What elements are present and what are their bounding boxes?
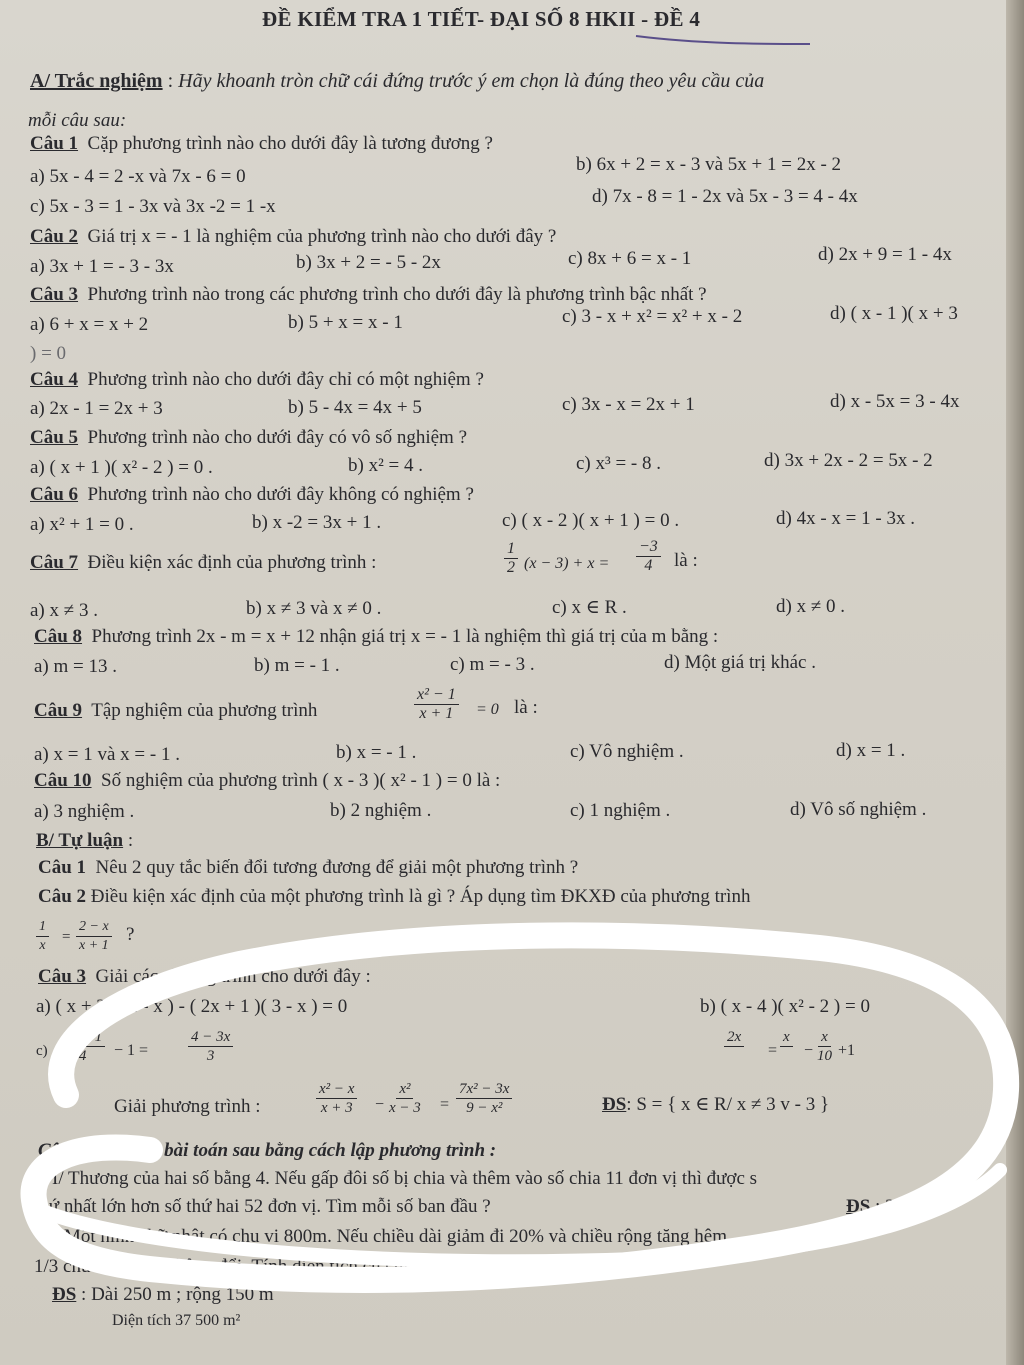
b5-problem-2: Một hình chữ nhật có chu vi 800m. Nếu chiều dài giảm đi 20% và chiều rộng tăng hêm: [64, 1226, 728, 1247]
q2-label: Câu 2: [30, 226, 79, 247]
q4-option-c: c) 3x - x = 2x + 1: [562, 394, 695, 415]
q6-option-c: c) ( x - 2 )( x + 1 ) = 0 .: [502, 510, 680, 531]
b4-answer-label: ĐS: [602, 1094, 627, 1115]
q8-option-c: c) m = - 3 .: [450, 654, 535, 675]
q7-label: Câu 7: [30, 552, 79, 573]
q9-option-a: a) x = 1 và x = - 1 .: [34, 744, 180, 765]
q8-label: Câu 8: [34, 626, 83, 647]
q7-option-a: a) x ≠ 3 .: [30, 600, 98, 621]
b3-part-d-tail: +1: [838, 1042, 856, 1059]
b2-text: Điều kiện xác định của một phương trình là gì ? Áp dụng tìm ĐKXĐ của phương trình: [90, 886, 751, 907]
q1-option-c: c) 5x - 3 = 1 - 3x và 3x -2 = 1 -x: [30, 196, 276, 217]
q3-option-d: d) ( x - 1 )( x + 3: [830, 303, 958, 324]
q9-option-d: d) x = 1 .: [836, 740, 906, 761]
title-underline-stroke: [636, 36, 810, 44]
q8-text: Phương trình 2x - m = x + 12 nhận giá trị x = - 1 là nghiệm thì giá trị của m bằng :: [91, 626, 719, 647]
page-title: ĐỀ KIỂM TRA 1 TIẾT- ĐẠI SỐ 8 HKII - ĐỀ 4: [262, 7, 701, 31]
q4-option-b: b) 5 - 4x = 4x + 5: [288, 397, 422, 418]
b3-part-b: b) ( x - 4 )( x² - 2 ) = 0: [700, 996, 870, 1017]
numerator: x² − 1: [414, 686, 459, 705]
b2-tail: ?: [126, 924, 135, 945]
denominator: x: [39, 938, 46, 953]
b1-text: Nêu 2 quy tắc biến đổi tương đương để giải một phương trình ?: [95, 857, 579, 878]
q5-option-a: a) ( x + 1 )( x² - 2 ) = 0 .: [30, 457, 213, 478]
q7-option-c: c) x ∈ R .: [552, 597, 627, 618]
b5-problem-1: I/ Thương của hai số bằng 4. Nếu gấp đôi số bị chia và thêm vào số chia 11 đơn vị thì được s: [52, 1168, 758, 1189]
part-a-instruction: Hãy khoanh tròn chữ cái đứng trước ý em chọn là đúng theo yêu cầu của: [178, 70, 765, 92]
q9-option-c: c) Vô nghiệm .: [570, 741, 684, 762]
b5-label: Câu 5: [38, 1140, 85, 1161]
q3-text: Phương trình nào trong các phương trình cho dưới đây là phương trình bậc nhất ?: [87, 284, 707, 305]
numerator: 3x + 1: [60, 1028, 105, 1047]
b4-answer: : S = { x ∈ R/ x ≠ 3 v - 3 }: [626, 1094, 830, 1115]
q4-option-a: a) 2x - 1 = 2x + 3: [30, 398, 163, 419]
q7-option-d: d) x ≠ 0 .: [776, 596, 846, 617]
q2-text: Giá trị x = - 1 là nghiệm của phương trình nào cho dưới đây ?: [87, 226, 557, 247]
q2-option-a: a) 3x + 1 = - 3 - 3x: [30, 256, 174, 277]
part-a-heading: A/ Trắc nghiệm: [30, 70, 163, 92]
b3-text: Giải các ph ơng trình cho dưới đây :: [95, 966, 371, 987]
b4-text: Giải phương trình :: [114, 1096, 261, 1117]
q2-option-c: c) 8x + 6 = x - 1: [568, 248, 692, 269]
numerator: 7x² − 3x: [456, 1080, 512, 1099]
q1-option-b: b) 6x + 2 = x - 3 và 5x + 1 = 2x - 2: [576, 154, 842, 175]
q6-option-d: d) 4x - x = 1 - 3x .: [776, 508, 915, 529]
b4-minus: −: [375, 1096, 385, 1113]
numerator: 1: [36, 918, 49, 937]
q10-label: Câu 10: [34, 770, 92, 791]
q10-option-a: a) 3 nghiệm .: [34, 801, 135, 822]
denominator: 2: [507, 559, 515, 576]
q6-text: Phương trình nào cho dưới đây không có nghiệm ?: [87, 484, 474, 505]
q3-option-b: b) 5 + x = x - 1: [288, 312, 403, 333]
q3-option-d-cont: ) = 0: [30, 343, 67, 364]
denominator: x + 1: [419, 705, 454, 722]
b3-part-d-equals: =: [768, 1042, 778, 1059]
numerator: x²: [396, 1080, 413, 1099]
q3-label: Câu 3: [30, 284, 79, 305]
b2-equals: =: [62, 929, 71, 945]
part-b-heading: B/ Tự luận: [36, 830, 124, 851]
q6-option-a: a) x² + 1 = 0 .: [30, 514, 134, 535]
q8-option-b: b) m = - 1 .: [254, 655, 340, 676]
q9-text: Tập nghiệm của phương trình: [91, 700, 318, 721]
q5-option-b: b) x² = 4 .: [348, 455, 423, 476]
q3-option-a: a) 6 + x = x + 2: [30, 314, 149, 335]
b5-answer-2-area: Diện tích 37 500 m²: [112, 1312, 241, 1329]
q2-option-b: b) 3x + 2 = - 5 - 2x: [296, 252, 441, 273]
b3-part-c-middle: − 1 =: [114, 1042, 149, 1059]
b5-answer-2-label: ĐS: [52, 1284, 77, 1305]
q9-label: Câu 9: [34, 700, 83, 721]
q9-option-b: b) x = - 1 .: [336, 742, 417, 763]
q1-option-a: a) 5x - 4 = 2 -x và 7x - 6 = 0: [30, 166, 246, 187]
denominator: x − 3: [389, 1100, 421, 1116]
separator: :: [162, 70, 179, 92]
b5-problem-2-cont: 1/3 chữ nhật vẫn không đổi. Tính diện tích của hình chữ: [34, 1256, 461, 1277]
q1-option-d: d) 7x - 8 = 1 - 2x và 5x - 3 = 4 - 4x: [592, 186, 858, 207]
numerator: 1: [504, 540, 518, 559]
q3-option-c: c) 3 - x + x² = x² + x - 2: [562, 306, 743, 327]
q4-label: Câu 4: [30, 369, 79, 390]
denominator: 9 − x²: [466, 1100, 503, 1116]
b5-text: Giải các bài toán sau bằng cách lập phương trình :: [94, 1140, 497, 1161]
b5-answer-1: : 36 &: [875, 1196, 924, 1217]
q7-text: Điều kiện xác định của phương trình :: [87, 552, 377, 573]
denominator: 4: [78, 1048, 87, 1064]
b3-part-c-label: c): [36, 1043, 48, 1059]
b5-answer-2: : Dài 250 m ; rộng 150 m: [81, 1284, 274, 1305]
b3-label: Câu 3: [38, 966, 87, 987]
numerator: 4 − 3x: [188, 1028, 233, 1047]
part-a-instruction-cont: mỗi câu sau:: [28, 110, 127, 131]
q4-option-d: d) x - 5x = 3 - 4x: [830, 391, 960, 412]
q7-equation-middle: (x − 3) + x =: [524, 555, 610, 572]
q1-text: Cặp phương trình nào cho dưới đây là tương đương ?: [87, 133, 493, 154]
q6-option-b: b) x -2 = 3x + 1 .: [252, 512, 382, 533]
b5-answer-1-label: ĐS: [846, 1196, 871, 1217]
denominator: x + 3: [320, 1100, 353, 1116]
q4-text: Phương trình nào cho dưới đây chỉ có một nghiệm ?: [87, 369, 484, 390]
b1-label: Câu 1: [38, 857, 87, 878]
b2-label: Câu 2: [38, 886, 87, 907]
denominator: x + 1: [79, 938, 109, 953]
denominator: 3: [206, 1048, 215, 1064]
numerator: 2 − x: [76, 918, 112, 937]
b5-problem-1-cont: thứ nhất lớn hơn số thứ hai 52 đơn vị. Tìm mỗi số ban đầu ?: [34, 1196, 491, 1217]
q10-option-b: b) 2 nghiệm .: [330, 800, 432, 821]
q5-option-d: d) 3x + 2x - 2 = 5x - 2: [764, 450, 933, 471]
q9-equation-rhs: = 0: [476, 701, 499, 718]
q5-text: Phương trình nào cho dưới đây có vô số nghiệm ?: [87, 427, 468, 448]
numerator: 2x: [724, 1028, 744, 1047]
b3-part-d-minus: −: [804, 1042, 814, 1059]
q6-label: Câu 6: [30, 484, 79, 505]
q7-option-b: b) x ≠ 3 và x ≠ 0 .: [246, 598, 382, 619]
numerator: x: [780, 1028, 793, 1047]
q9-tail: là :: [514, 697, 538, 718]
separator: :: [123, 830, 134, 851]
q8-option-d: d) Một giá trị khác .: [664, 652, 816, 673]
q10-option-d: d) Vô số nghiệm .: [790, 799, 927, 820]
q10-option-c: c) 1 nghiệm .: [570, 800, 671, 821]
q5-option-c: c) x³ = - 8 .: [576, 453, 661, 474]
q5-label: Câu 5: [30, 427, 79, 448]
q10-text: Số nghiệm của phương trình ( x - 3 )( x² - 1 ) = 0 là :: [101, 770, 501, 791]
numerator: −3: [636, 538, 661, 557]
q7-tail: là :: [674, 550, 698, 571]
b3-part-a: a) ( x + 2 )( 2 - x ) - ( 2x + 1 )( 3 - x ) = 0: [36, 996, 348, 1017]
denominator: 10: [817, 1048, 832, 1064]
b4-equals: =: [440, 1096, 450, 1113]
q2-option-d: d) 2x + 9 = 1 - 4x: [818, 244, 952, 265]
denominator: 4: [644, 557, 653, 574]
numerator: x² − x: [316, 1080, 357, 1099]
q8-option-a: a) m = 13 .: [34, 656, 118, 677]
numerator: x: [818, 1028, 831, 1047]
q1-label: Câu 1: [30, 133, 79, 154]
